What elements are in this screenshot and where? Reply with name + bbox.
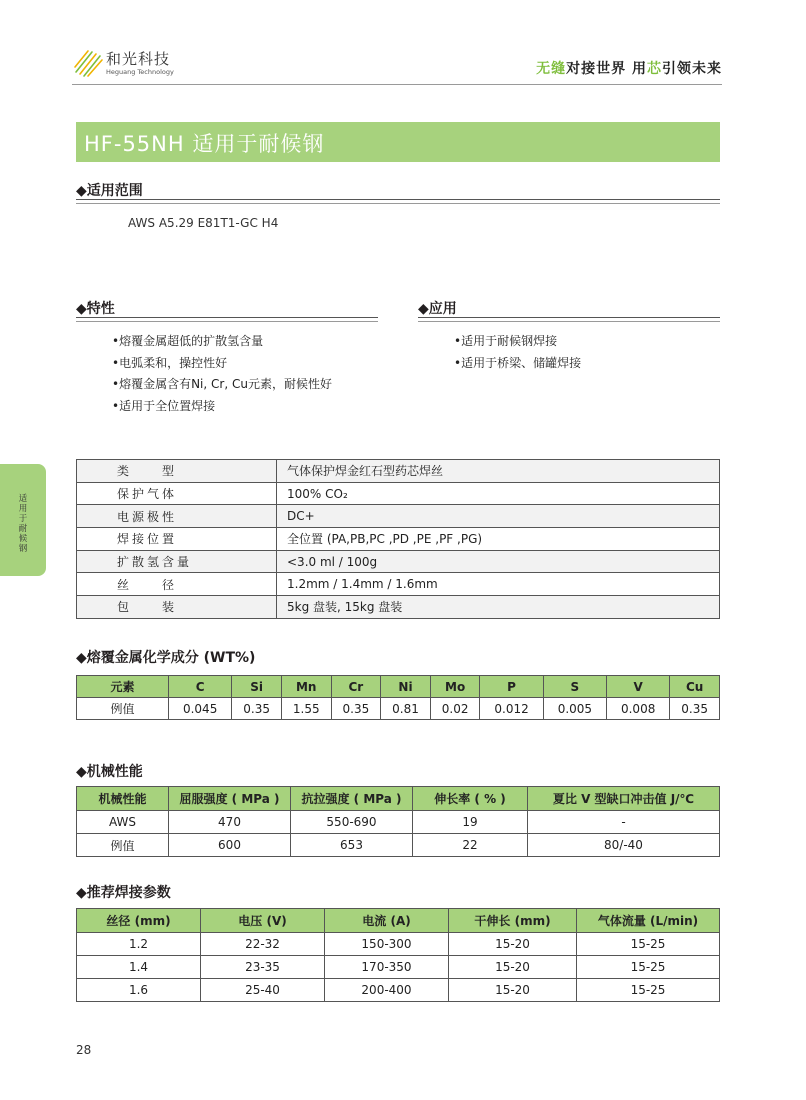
column-header: 伸长率 ( % ) (413, 787, 528, 811)
column-header: V (607, 676, 670, 698)
table-cell: 0.012 (480, 698, 543, 720)
table-cell: 15-25 (577, 933, 720, 956)
scope-rule (76, 199, 720, 200)
table-cell: 150-300 (325, 933, 449, 956)
property-key: 扩散氢含量 (77, 550, 277, 573)
property-key: 保护气体 (77, 482, 277, 505)
property-value: <3.0 ml / 100g (277, 550, 720, 573)
table-row (77, 956, 720, 979)
column-header: 丝径 (mm) (77, 909, 201, 933)
column-header: Cu (670, 676, 720, 698)
slogan (536, 58, 722, 78)
table-cell: 80/-40 (528, 834, 720, 857)
property-value: 气体保护焊金红石型药芯焊丝 (277, 460, 720, 483)
table-header-row (77, 909, 720, 933)
column-header: S (543, 676, 606, 698)
list-item: •熔覆金属含有Ni, Cr, Cu元素，耐候性好 (112, 377, 332, 391)
chemistry-heading: ◆熔覆金属化学成分 (WT%) (76, 650, 256, 666)
property-value: DC+ (277, 505, 720, 528)
table-cell: 0.81 (381, 698, 431, 720)
table-cell: 1.6 (77, 979, 201, 1002)
table-cell: 22 (413, 834, 528, 857)
welding-table (76, 908, 720, 1002)
list-item: •电弧柔和，操控性好 (112, 355, 228, 370)
property-key: 类 型 (77, 460, 277, 483)
table-cell: 470 (169, 811, 291, 834)
table-cell: 23-35 (201, 956, 325, 979)
property-key: 包 装 (77, 596, 277, 619)
column-header: Cr (331, 676, 381, 698)
header-divider (72, 84, 722, 85)
slogan-part-3: 引领未来 (662, 61, 722, 77)
features-rule (76, 317, 378, 318)
property-key: 电源极性 (77, 505, 277, 528)
table-cell: 0.045 (169, 698, 232, 720)
table-cell: 1.4 (77, 956, 201, 979)
column-header: 气体流量 (L/min) (577, 909, 720, 933)
column-header: 元素 (77, 676, 169, 698)
page-title: HF-55NH 适用于耐候钢 (84, 132, 325, 156)
table-cell: AWS (77, 811, 169, 834)
mechanical-table (76, 786, 720, 857)
column-header: 抗拉强度 ( MPa ) (291, 787, 413, 811)
column-header: Mo (430, 676, 480, 698)
table-cell: 25-40 (201, 979, 325, 1002)
list-item: •适用于全位置焊接 (112, 398, 216, 413)
column-header: 电流 (A) (325, 909, 449, 933)
logo-chinese-name: 和光科技 (106, 50, 171, 68)
column-header: Ni (381, 676, 431, 698)
column-header: C (169, 676, 232, 698)
company-logo (72, 46, 192, 82)
table-row (77, 596, 720, 619)
column-header: 夏比 V 型缺口冲击值 J/℃ (528, 787, 720, 811)
table-row (77, 698, 720, 720)
list-item: •适用于桥梁、储罐焊接 (454, 355, 582, 370)
table-cell: 19 (413, 811, 528, 834)
table-row (77, 460, 720, 483)
logo-english-name: Heguang Technology (106, 68, 174, 76)
properties-table (76, 459, 720, 619)
table-row (77, 550, 720, 573)
table-cell: 0.35 (670, 698, 720, 720)
table-cell: 200-400 (325, 979, 449, 1002)
table-cell: 0.005 (543, 698, 606, 720)
features-heading: ◆特性 (76, 301, 115, 317)
table-cell: 1.2 (77, 933, 201, 956)
slogan-part-2: 对接世界 用 (566, 61, 647, 77)
property-value: 5kg 盘装, 15kg 盘装 (277, 596, 720, 619)
table-cell: 1.55 (281, 698, 331, 720)
welding-heading: ◆推荐焊接参数 (76, 885, 171, 901)
table-header-row (77, 787, 720, 811)
table-row (77, 505, 720, 528)
table-row (77, 528, 720, 551)
applications-heading: ◆应用 (418, 301, 457, 317)
logo-icon (72, 46, 106, 80)
table-header-row (77, 676, 720, 698)
column-header: Si (232, 676, 282, 698)
page-number: 28 (76, 1043, 92, 1057)
table-cell: 170-350 (325, 956, 449, 979)
features-list (112, 331, 332, 417)
table-cell: 15-20 (449, 979, 577, 1002)
table-cell: 0.35 (232, 698, 282, 720)
slogan-highlight-2: 芯 (647, 61, 662, 77)
property-value: 1.2mm / 1.4mm / 1.6mm (277, 573, 720, 596)
table-cell: 例值 (77, 698, 169, 720)
property-value: 全位置 (PA,PB,PC ,PD ,PE ,PF ,PG) (277, 528, 720, 551)
property-key: 焊接位置 (77, 528, 277, 551)
aws-standard: AWS A5.29 E81T1-GC H4 (128, 216, 279, 230)
table-row (77, 811, 720, 834)
table-cell: 653 (291, 834, 413, 857)
mechanical-heading: ◆机械性能 (76, 764, 143, 780)
scope-heading: ◆适用范围 (76, 183, 143, 199)
title-bar (76, 122, 720, 162)
applications-rule (418, 317, 720, 318)
scope-rule-thin (76, 203, 720, 204)
column-header: Mn (281, 676, 331, 698)
list-item: •熔覆金属超低的扩散氢含量 (112, 334, 264, 348)
property-value: 100% CO₂ (277, 482, 720, 505)
column-header: P (480, 676, 543, 698)
table-row (77, 573, 720, 596)
table-cell: 0.35 (331, 698, 381, 720)
slogan-highlight-1: 无缝 (536, 61, 567, 77)
side-tab-label: 适用于耐候钢 (18, 494, 28, 554)
column-header: 电压 (V) (201, 909, 325, 933)
table-cell: 600 (169, 834, 291, 857)
table-cell: - (528, 811, 720, 834)
list-item: •适用于耐候钢焊接 (454, 334, 558, 348)
table-row (77, 482, 720, 505)
property-key: 丝 径 (77, 573, 277, 596)
applications-list (454, 331, 581, 374)
table-cell: 0.008 (607, 698, 670, 720)
column-header: 干伸长 (mm) (449, 909, 577, 933)
table-cell: 15-20 (449, 956, 577, 979)
table-row (77, 979, 720, 1002)
column-header: 屈服强度 ( MPa ) (169, 787, 291, 811)
applications-rule-thin (418, 321, 720, 322)
table-cell: 15-25 (577, 956, 720, 979)
table-cell: 15-20 (449, 933, 577, 956)
features-rule-thin (76, 321, 378, 322)
chemistry-table (76, 675, 720, 720)
table-cell: 15-25 (577, 979, 720, 1002)
table-cell: 550-690 (291, 811, 413, 834)
table-row (77, 933, 720, 956)
table-cell: 例值 (77, 834, 169, 857)
table-cell: 0.02 (430, 698, 480, 720)
column-header: 机械性能 (77, 787, 169, 811)
table-cell: 22-32 (201, 933, 325, 956)
table-row (77, 834, 720, 857)
